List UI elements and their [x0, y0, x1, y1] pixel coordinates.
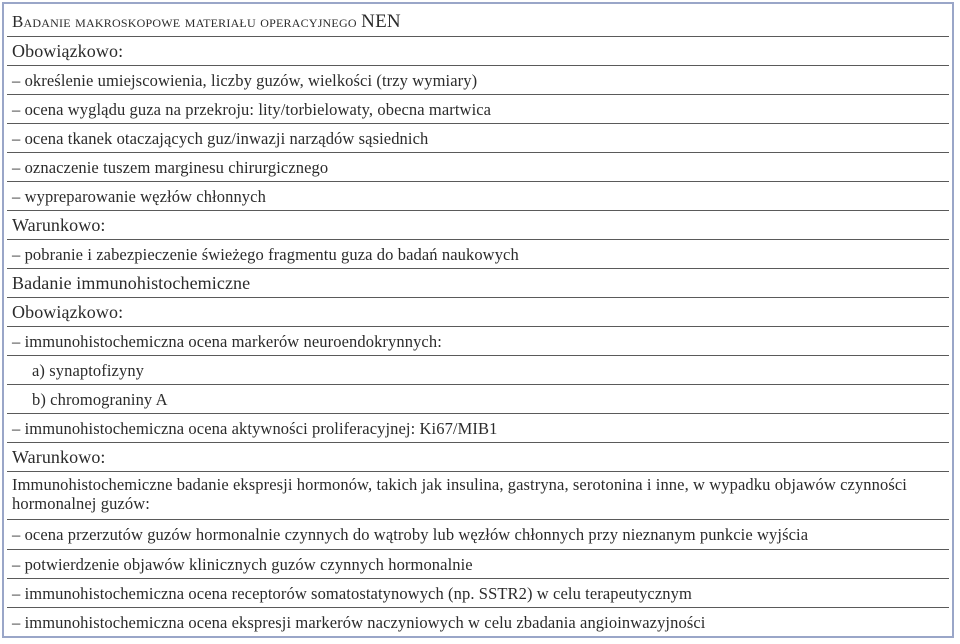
row-text: – potwierdzenie objawów klinicznych guzów czynnych hormonalnie	[12, 554, 473, 574]
list-item	[7, 579, 949, 608]
section-heading-mandatory	[7, 298, 949, 327]
section-heading-immunohistochemistry	[7, 269, 949, 298]
list-item	[7, 153, 949, 182]
list-subitem	[7, 356, 949, 385]
row-text: b) chromograniny A	[32, 389, 168, 409]
row-text: – immunohistochemiczna ocena markerów neuroendokrynnych:	[12, 331, 442, 351]
row-text: – ocena wyglądu guza na przekroju: lity/torbielowaty, obecna martwica	[12, 99, 492, 119]
row-text: – pobranie i zabezpieczenie świeżego fragmentu guza do badań naukowych	[12, 244, 519, 264]
row-label: Obowiązkowo:	[12, 301, 124, 322]
paragraph-item	[7, 472, 949, 520]
row-label: Warunkowo:	[12, 446, 106, 467]
row-text: – immunohistochemiczna ocena aktywności proliferacyjnej: Ki67/MIB1	[12, 418, 498, 438]
list-item	[7, 327, 949, 356]
list-item	[7, 240, 949, 269]
row-text: – immunohistochemiczna ocena ekspresji markerów naczyniowych w celu zbadania angioinwazyjności	[12, 612, 706, 632]
list-item	[7, 550, 949, 579]
row-text: – wypreparowanie węzłów chłonnych	[12, 186, 266, 206]
section-heading-conditional	[7, 211, 949, 240]
section-heading-mandatory	[7, 37, 949, 66]
list-item	[7, 95, 949, 124]
list-item	[7, 414, 949, 443]
table-frame	[2, 2, 954, 638]
list-item	[7, 124, 949, 153]
row-text: – oznaczenie tuszem marginesu chirurgicznego	[12, 157, 329, 177]
table-title-main: Badanie makroskopowe materiału operacyjnego	[12, 12, 357, 31]
row-text: – określenie umiejscowienia, liczby guzów, wielkości (trzy wymiary)	[12, 70, 478, 90]
row-text: – immunohistochemiczna ocena receptorów somatostatynowych (np. SSTR2) w celu terapeutycznym	[12, 583, 692, 603]
table-title	[7, 12, 401, 31]
list-item	[7, 520, 949, 550]
row-label: Obowiązkowo:	[12, 40, 124, 61]
table-title-row	[7, 7, 949, 37]
table-title-acronym: NEN	[361, 11, 401, 32]
row-text: – ocena przerzutów guzów hormonalnie czynnych do wątroby lub węzłów chłonnych przy nieznanym punkcie wyjścia	[12, 525, 809, 544]
row-text: Immunohistochemiczne badanie ekspresji hormonów, takich jak insulina, gastryna, serotonina i inne, w wypadku objawów czynności hormonalnej guzów:	[12, 475, 907, 513]
row-text: a) synaptofizyny	[32, 360, 145, 380]
row-label: Warunkowo:	[12, 214, 106, 235]
section-heading-conditional	[7, 443, 949, 472]
list-item	[7, 608, 949, 636]
row-text: – ocena tkanek otaczających guz/inwazji narządów sąsiednich	[12, 128, 429, 148]
list-item	[7, 182, 949, 211]
list-subitem	[7, 385, 949, 414]
row-label: Badanie immunohistochemiczne	[12, 272, 251, 293]
list-item	[7, 66, 949, 95]
